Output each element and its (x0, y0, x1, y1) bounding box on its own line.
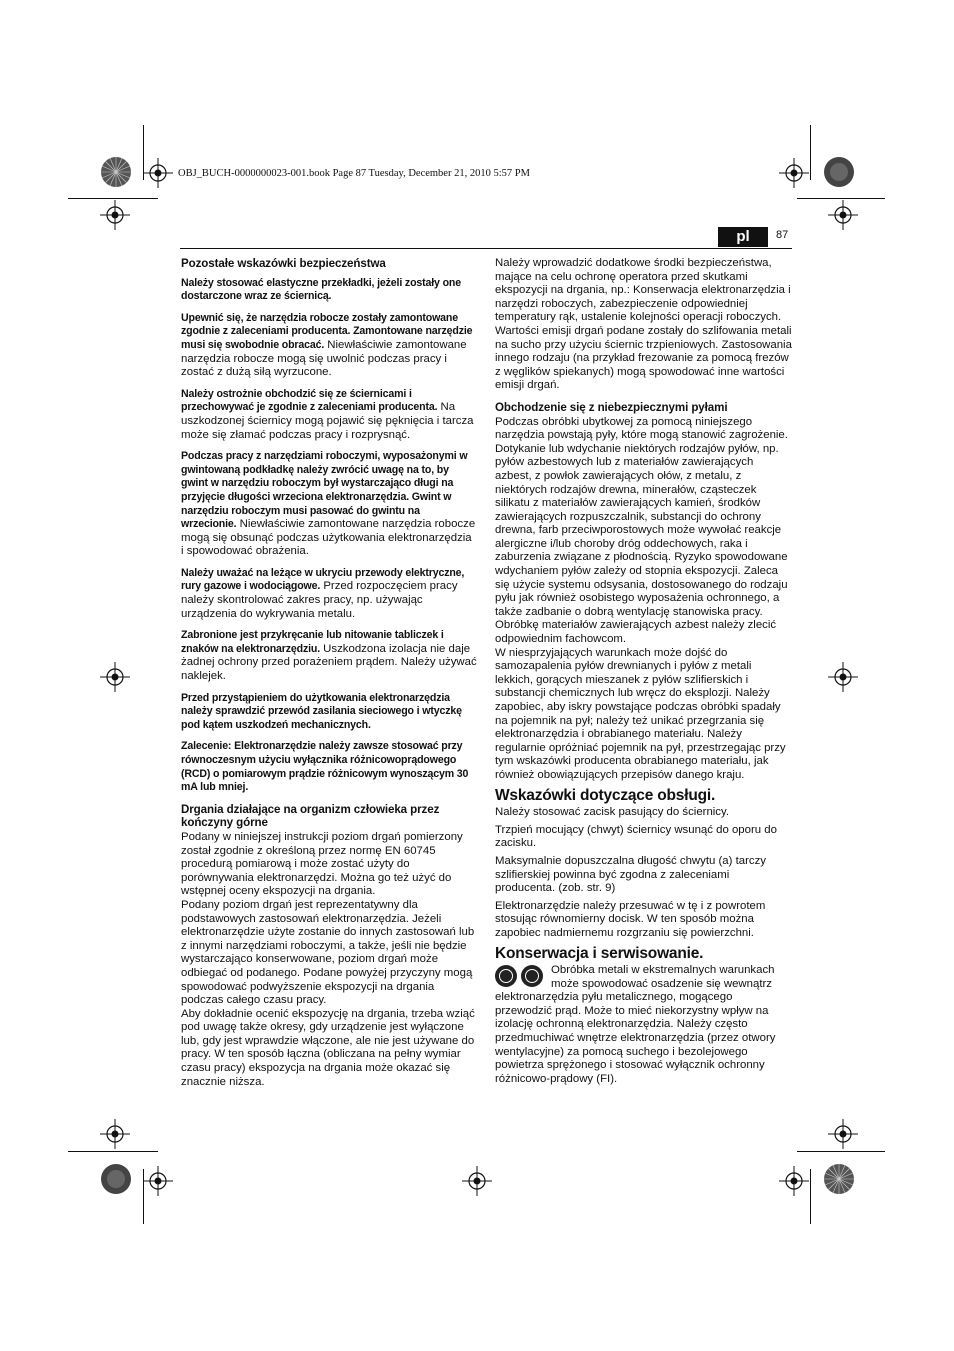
crop-mark (810, 125, 811, 180)
crop-mark (797, 1151, 885, 1152)
crop-mark (68, 198, 158, 199)
color-target-icon (100, 156, 132, 188)
right-column (495, 257, 792, 1086)
left-column (181, 257, 477, 1089)
paragraph: Podczas pracy z narzędziami roboczymi, wyposażonymi w gwintowaną podkładkę należy zwrócić uwagę na to, by gwint w narzędziu roboczym był wystarczająco długi na przyjęcie długości wrzeciona elektronarzędzia. Gwint w narzędziu roboczym musi pasować do gwintu na wrzecionie. Niewłaściwie zamontowane narzędzia robocze mogą się obsunąć podczas użytkowania elektronarzędzia i spowodować obrażenia. (181, 450, 476, 558)
registration-crosshair-icon (100, 200, 130, 230)
paragraph: Obróbka metali w ekstremalnych warunkach może spowodować osadzenie się wewnątrz elektronarzędzia pyłu metalicznego, mogącego przewodzić prąd. Może to mieć niekorzystny wpływ na izolację ochronną elektronarzędzia. Należy często przedmuchiwać wnętrze elektronarzędzia (przez otwory wentylacyjne) za pomocą suchego i bezolejowego powietrza sprężonego i stosować wyłącznik ochronny różnicowo-prądowy (FI). (495, 964, 776, 1085)
registration-crosshair-icon (779, 158, 809, 188)
paragraph: Podczas obróbki ubytkowej za pomocą niniejszego narzędzia powstają pyły, które mogą stanowić zagrożenie. (495, 415, 788, 442)
page-number: 87 (776, 229, 789, 241)
section-heading-dust: Obchodzenie się z niebezpiecznymi pyłami (495, 400, 728, 414)
section-heading-vibration: Drgania działające na organizm człowieka przez kończyny górne (181, 802, 440, 830)
paragraph: Należy stosować zacisk pasujący do ściernicy. (495, 806, 730, 819)
paragraph: W niesprzyjających warunkach może dojść do samozapalenia pyłów drewnianych i pyłów z metali lekkich, gorących mieszanek z pyłów szlifierskich i substancji chemicznych lub wręcz do eksplozji. Należy zapobiec, aby iskry powstające podczas obróbki spadały na pojemnik na pył; należy też unikać przegrzania się elektronarzędzia i obrabianego materiału. Należy regularnie opróżniać pojemnik na pył, przestrzegając przy tym wskazówki producenta obrabianego materiału, jak również obowiązujących przepisów danego kraju. (495, 646, 786, 781)
crop-mark (797, 198, 885, 199)
paragraph: Upewnić się, że narzędzia robocze zostały zamontowane zgodnie z zaleceniami producenta. Zamontowane narzędzie musi się swobodnie obracać. Niewłaściwie zamontowane narzędzia robocze mogą się uwolnić podczas pracy i zostać z dużą siłą wyrzucone. (181, 311, 473, 379)
warning-icons (495, 965, 545, 987)
paragraph: Podany w niniejszej instrukcji poziom drgań pomierzony został zgodnie z określoną przez normę EN 60745 procedurą pomiarową i może zostać użyty do porównywania elektronarzędzi. Można go też użyć do wstępnej oceny ekspozycji na drgania. (181, 830, 463, 898)
registration-crosshair-icon (100, 662, 130, 692)
header-rule (180, 248, 792, 249)
registration-crosshair-icon (828, 200, 858, 230)
paragraph: Maksymalnie dopuszczalna długość chwytu (a) tarczy szlifierskiej powinna być zgodna z zaleceniami producenta. (zob. str. 9) (495, 854, 766, 895)
color-target-icon (823, 156, 855, 188)
crop-mark (810, 1169, 811, 1224)
paragraph: Elektronarzędzie należy przesuwać w tę i z powrotem stosując równomierny docisk. W ten sposób można zapobiec nadmiernemu rozgrzaniu się powierzchni. (495, 899, 766, 939)
language-badge: pl (718, 227, 768, 247)
crop-mark (68, 1151, 158, 1152)
protective-eyewear-icon (495, 965, 517, 987)
registration-crosshair-icon (828, 1119, 858, 1149)
paragraph: Należy ostrożnie obchodzić się ze ściernicami i przechowywać je zgodnie z zaleceniami producenta. Na uszkodzonej ściernicy mogą pojawić się pęknięcia i tarcza może się złamać podczas pracy i rozprysnąć. (181, 387, 474, 441)
paragraph: Aby dokładnie ocenić ekspozycję na drgania, trzeba wziąć pod uwagę także okresy, gdy urządzenie jest wyłączone lub, gdy jest wprawdzie włączone, ale nie jest używane do pracy. W ten sposób łączna (obliczana na pełny wymiar czasu pracy) ekspozycja na drgania może okazać się znacznie niższa. (181, 1007, 475, 1088)
file-info-header: OBJ_BUCH-0000000023-001.book Page 87 Tuesday, December 21, 2010 5:57 PM (178, 168, 530, 179)
registration-crosshair-icon (779, 1166, 809, 1196)
maintenance-warning (495, 964, 792, 1086)
paragraph: Należy uważać na leżące w ukryciu przewody elektryczne, rury gazowe i wodociągowe. Przed rozpoczęciem pracy należy skontrolować zakres pracy, np. używając urządzenia do wykrywania metalu. (181, 566, 465, 620)
section-heading-maintenance: Konserwacja i serwisowanie. (495, 944, 704, 962)
paragraph: Podany poziom drgań jest reprezentatywny dla podstawowych zastosowań elektronarzędzia. Jeżeli elektronarzędzie użyte zostanie do innych zastosowań lub z innymi narzędziami roboczymi, a także, jeśli nie będzie wystarczająco konserwowane, poziom drgań może odbiegać od podanego. Podane powyżej przyczyny mogą spowodować podwyższenie ekspozycji na drgania podczas całego czasu pracy. (181, 898, 475, 1007)
blow-out-vent-icon (521, 965, 543, 987)
registration-crosshair-icon (143, 1166, 173, 1196)
registration-crosshair-icon (828, 662, 858, 692)
paragraph: Należy wprowadzić dodatkowe środki bezpieczeństwa, mające na celu ochronę operatora przed skutkami ekspozycji na drgania, np.: Konserwacja elektronarzędzia i narzędzi roboczych, zabezpieczenie odpowiedniej temperatury rąk, ustalenie kolejności operacji roboczych. (495, 257, 791, 324)
registration-crosshair-icon (100, 1119, 130, 1149)
paragraph: Przed przystąpieniem do użytkowania elektronarzędzia należy sprawdzić przewód zasilania sieciowego i wtyczkę pod kątem uszkodzeń mechanicznych. (181, 691, 462, 731)
paragraph: Dotykanie lub wdychanie niektórych rodzajów pyłów, np. pyłów azbestowych lub z materiałów zawierających azbest, z powłok zawierających ołów, z metalu, z niektórych rodzajów drewna, minerałów, cząsteczek silikatu z materiałów zawierających kamień, środków zawierających rozpuszczalnik, substancji do ochrony drewna, farb przeciwporostowych może wywołać reakcje alergiczne i/lub choroby dróg oddechowych, raka i zaburzenia związane z płodnością. Ryzyko spowodowane wdychaniem pyłów zależy od stopnia ekspozycji. Zaleca się użycie systemu odsysania, dostosowanego do rodzaju pyłu jak również osobistego wyposażenia ochronnego, a także zadbanie o dobrą wentylację stanowiska pracy. Obróbkę materiałów zawierających azbest należy zlecić odpowiednim fachowcom. (495, 442, 788, 646)
color-target-icon (100, 1163, 132, 1195)
section-heading-operation: Wskazówki dotyczące obsługi. (495, 786, 716, 804)
paragraph: Zalecenie: Elektronarzędzie należy zawsze stosować przy równoczesnym użyciu wyłącznika różnicowoprądowego (RCD) o pomiarowym prądzie różnicowym wynoszącym 30 mA lub mniej. (181, 740, 469, 794)
registration-crosshair-icon (462, 1166, 492, 1196)
registration-crosshair-icon (143, 158, 173, 188)
paragraph: Trzpień mocujący (chwyt) ściernicy wsunąć do oporu do zacisku. (495, 823, 777, 850)
paragraph: Zabronione jest przykręcanie lub nitowanie tabliczek i znaków na elektronarzędziu. Uszkodzona izolacja nie daje żadnej ochrony przed porażeniem prądem. Należy używać naklejek. (181, 629, 477, 683)
section-heading-other-safety: Pozostałe wskazówki bezpieczeństwa (181, 257, 386, 270)
paragraph: Należy stosować elastyczne przekładki, jeżeli zostały one dostarczone wraz ze ściernicą. (181, 276, 461, 303)
color-target-icon (823, 1163, 855, 1195)
paragraph: Wartości emisji drgań podane zostały do szlifowania metali na sucho przy użyciu ściernic trzpieniowych. Zastosowania innego rodzaju (na przykład frezowanie za pomocą frezów z węglików spiekanych) mogą spowodować inne wartości emisji drgań. (495, 324, 792, 392)
